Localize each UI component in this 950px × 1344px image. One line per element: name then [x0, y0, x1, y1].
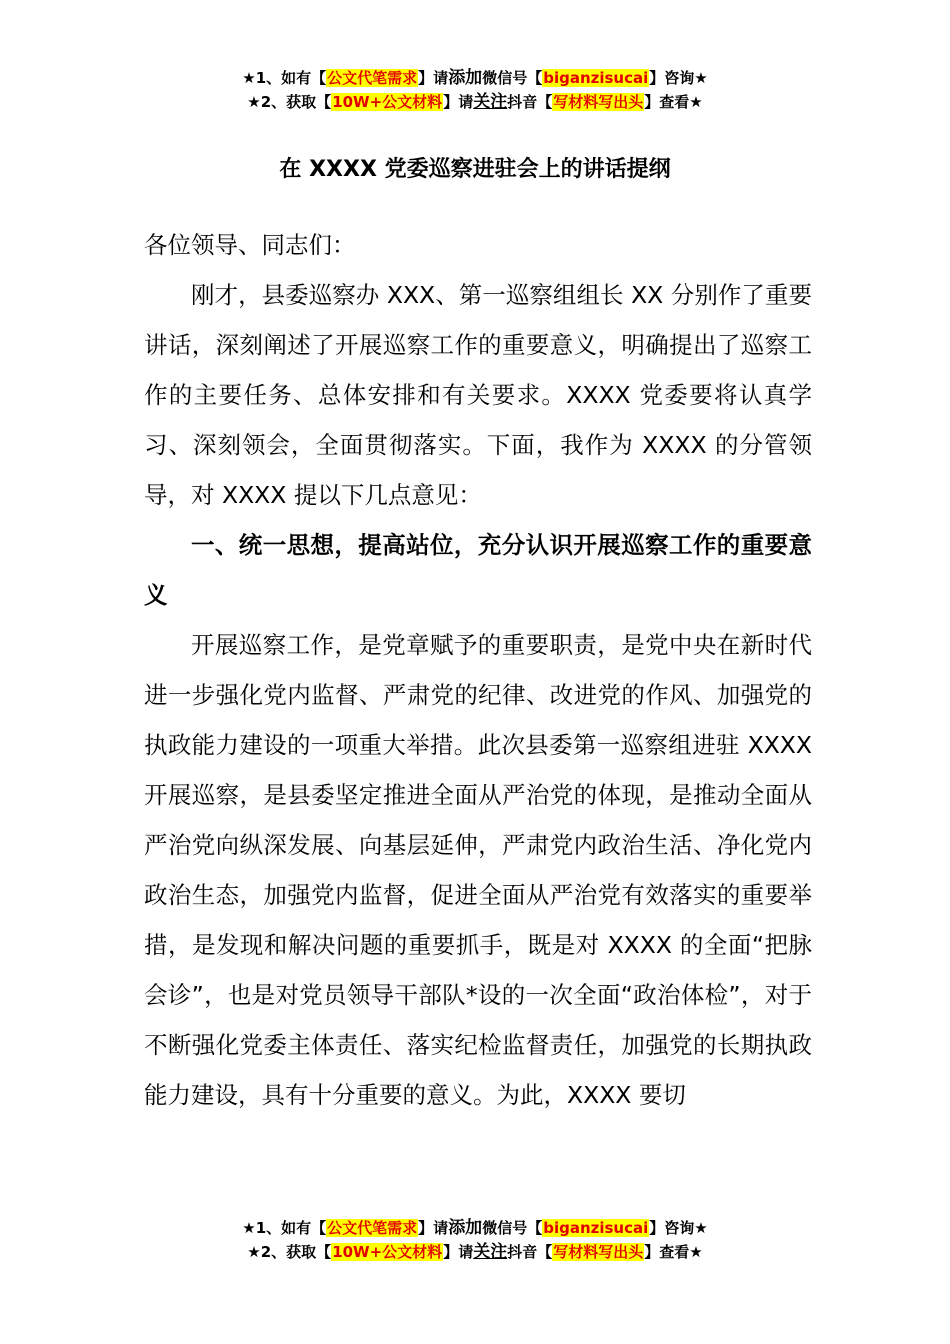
banner-highlight: 公文代笔需求: [327, 69, 418, 87]
banner-text: 】查看★: [644, 93, 703, 111]
banner-text: ★1、如有【: [242, 69, 327, 87]
salutation: 各位领导、同志们：: [144, 231, 356, 259]
banner-text: ★2、获取【: [247, 93, 332, 111]
banner-text: ★2、获取【: [247, 1243, 332, 1261]
banner-line-1: [0, 1216, 950, 1240]
banner-text: 】请: [418, 1219, 449, 1237]
document-body: [144, 220, 812, 1120]
banner-text: ★1、如有【: [242, 1219, 327, 1237]
section-heading: 一、统一思想，提高站位，充分认识开展巡察工作的重要意义: [144, 531, 812, 609]
banner-line-2: [0, 1240, 950, 1264]
banner-highlight: 公文代笔需求: [327, 1219, 418, 1237]
footer-banner: [0, 1216, 950, 1264]
header-banner: [0, 66, 950, 114]
banner-highlight: 10W+公文材料: [332, 1243, 443, 1261]
banner-emphasis: 添加: [448, 68, 483, 88]
banner-line-1: [0, 66, 950, 90]
document-title: 在 XXXX 党委巡察进驻会上的讲话提纲: [279, 157, 671, 182]
banner-text: 】咨询★: [649, 69, 708, 87]
banner-text: 】查看★: [644, 1243, 703, 1261]
banner-highlight: biganzisucai: [543, 69, 649, 87]
paragraph: 刚才，县委巡察办 XXX、第一巡察组组长 XX 分别作了重要讲话，深刻阐述了开展巡察工作的重要意义，明确提出了巡察工作的主要任务、总体安排和有关要求。XXXX 党委要将认真学习、深刻领会，全面贯彻落实。下面，我作为 XXXX 的分管领导，对 XXXX 提以下几点意见：: [144, 281, 812, 509]
banner-highlight: biganzisucai: [543, 1219, 649, 1237]
banner-highlight: 10W+公文材料: [332, 93, 443, 111]
banner-emphasis: 添加: [448, 1218, 483, 1238]
banner-emphasis: 关注: [473, 1242, 508, 1262]
banner-line-2: [0, 90, 950, 114]
banner-text: 】请: [418, 69, 449, 87]
banner-text: 】咨询★: [649, 1219, 708, 1237]
paragraph: 开展巡察工作，是党章赋予的重要职责，是党中央在新时代进一步强化党内监督、严肃党的纪律、改进党的作风、加强党的执政能力建设的一项重大举措。此次县委第一巡察组进驻 XXXX 开展巡察，是县委坚定推进全面从严治党的体现，是推动全面从严治党向纵深发展、向基层延伸，严肃党内政治生活、净化党内政治生态，加强党内监督，促进全面从严治党有效落实的重要举措，是发现和解决问题的重要抓手，既是对 XXXX 的全面“把脉会诊”，也是对党员领导干部队*设的一次全面“政治体检”，对于不断强化党委主体责任、落实纪检监督责任，加强党的长期执政能力建设，具有十分重要的意义。为此，XXXX 要切: [144, 631, 812, 1109]
banner-text: 】请: [443, 93, 474, 111]
banner-text: 】请: [443, 1243, 474, 1261]
banner-text: 抖音【: [507, 1243, 553, 1261]
banner-text: 抖音【: [507, 93, 553, 111]
banner-text: 微信号【: [482, 69, 543, 87]
banner-text: 微信号【: [482, 1219, 543, 1237]
banner-emphasis: 关注: [473, 92, 508, 112]
banner-highlight: 写材料写出头: [553, 1243, 644, 1261]
banner-highlight: 写材料写出头: [553, 93, 644, 111]
